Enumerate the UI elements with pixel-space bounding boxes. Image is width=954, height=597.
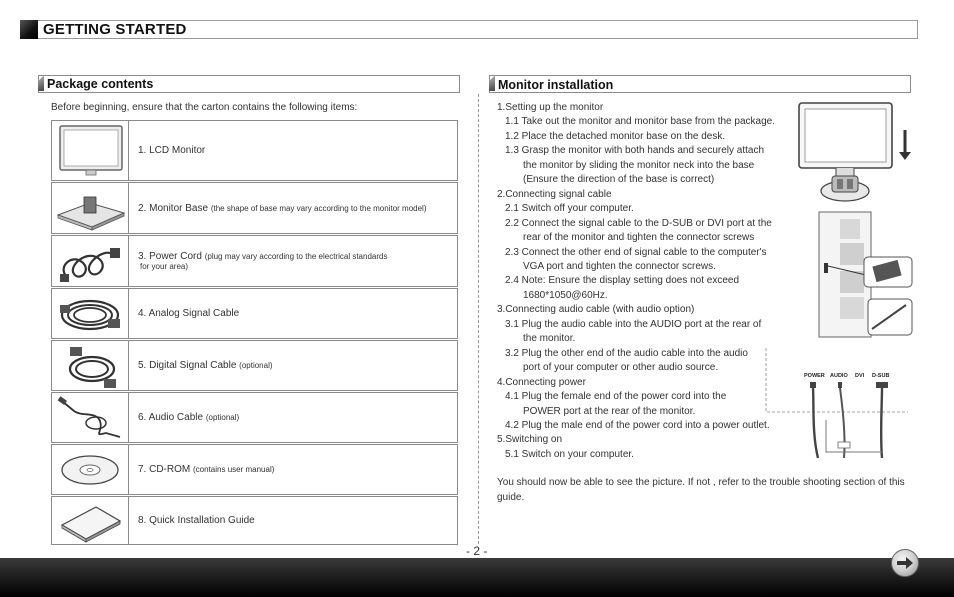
package-item xyxy=(51,496,458,545)
item-note-continued: for your area) xyxy=(140,262,189,271)
page-title: GETTING STARTED xyxy=(43,21,187,38)
package-item xyxy=(51,444,458,495)
item-note: (optional) xyxy=(239,361,273,370)
port-label-power: POWER xyxy=(804,373,825,379)
step-line: 1.1 Take out the monitor and monitor base from the package. xyxy=(505,116,775,128)
item-label: 5. Digital Signal Cable xyxy=(138,360,237,371)
step-heading: 5.Switching on xyxy=(497,434,563,446)
port-label-audio: AUDIO xyxy=(830,373,848,379)
item-label: 3. Power Cord xyxy=(138,251,202,262)
package-item xyxy=(51,235,458,287)
step-line: VGA port and tighten the connector screws. xyxy=(523,260,716,272)
port-label-dsub: D-SUB xyxy=(872,373,890,379)
page-number: - 2 - xyxy=(466,544,488,558)
item-label: 7. CD-ROM xyxy=(138,464,191,475)
monitor-attach-illustration xyxy=(796,100,918,206)
cd-rom-icon xyxy=(51,444,129,495)
step-line: 1.2 Place the detached monitor base on the desk. xyxy=(505,130,726,142)
monitor-base-icon xyxy=(51,182,129,234)
power-cord-icon xyxy=(51,235,129,287)
audio-cable-icon xyxy=(51,392,129,443)
step-line: 1.3 Grasp the monitor with both hands and securely attach xyxy=(505,145,765,157)
step-line: 2.3 Connect the other end of signal cable to the computer's xyxy=(505,246,767,258)
item-note: (plug may vary according to the electrical standards xyxy=(204,252,388,261)
step-line: 4.2 Plug the male end of the power cord into a power outlet. xyxy=(505,419,770,431)
item-label: 6. Audio Cable xyxy=(138,412,204,423)
package-item xyxy=(51,392,458,443)
header-square-icon xyxy=(20,20,38,39)
lcd-monitor-icon xyxy=(51,120,129,181)
package-item xyxy=(51,120,458,181)
item-label: 1. LCD Monitor xyxy=(138,145,206,156)
package-item xyxy=(51,288,458,339)
item-label: 2. Monitor Base xyxy=(138,202,209,214)
footer-bar xyxy=(0,558,954,597)
arrow-right-icon xyxy=(896,557,914,569)
step-line: 3.2 Plug the other end of the audio cable into the audio xyxy=(505,347,748,359)
item-note: (contains user manual) xyxy=(193,465,275,474)
closing-text: You should now be able to see the picture. If not , refer to the trouble shooting section of this guide. xyxy=(497,477,905,503)
item-note: (the shape of base may vary according to the monitor model) xyxy=(210,203,427,213)
analog-cable-icon xyxy=(51,288,129,339)
step-heading: 1.Setting up the monitor xyxy=(497,102,604,113)
ports-connection-illustration xyxy=(762,344,912,462)
port-label-dvi: DVI xyxy=(855,373,865,379)
step-line: 4.1 Plug the female end of the power cord into the xyxy=(505,391,727,403)
step-line: 5.1 Switch on your computer. xyxy=(505,448,634,460)
item-label: 4. Analog Signal Cable xyxy=(138,308,240,319)
step-heading: 2.Connecting signal cable xyxy=(497,188,612,200)
step-line: the monitor by sliding the monitor neck into the base xyxy=(523,159,755,171)
step-heading: 3.Connecting audio cable (with audio option) xyxy=(497,304,695,316)
digital-cable-icon xyxy=(51,340,129,391)
step-line: port of your computer or other audio source. xyxy=(523,362,719,374)
step-line: (Ensure the direction of the base is correct) xyxy=(523,174,715,186)
package-intro-text: Before beginning, ensure that the carton contains the following items: xyxy=(51,102,358,113)
step-line: 3.1 Plug the audio cable into the AUDIO port at the rear of xyxy=(505,318,762,330)
step-line: 2.4 Note: Ensure the display setting does not exceed xyxy=(505,275,740,287)
package-contents-title: Package contents xyxy=(47,77,154,91)
step-line: rear of the monitor and tighten the connector screws xyxy=(523,232,755,244)
next-page-button[interactable] xyxy=(891,549,919,577)
item-label: 8. Quick Installation Guide xyxy=(138,515,255,526)
column-divider xyxy=(478,94,479,544)
package-item xyxy=(51,182,458,234)
item-note: (optional) xyxy=(205,413,240,422)
step-line: 1680*1050@60Hz. xyxy=(523,289,608,301)
guide-booklet-icon xyxy=(51,496,129,545)
step-heading: 4.Connecting power xyxy=(497,376,586,388)
installation-steps xyxy=(497,101,797,462)
step-line: 2.2 Connect the signal cable to the D-SUB or DVI port at the xyxy=(505,217,772,229)
package-item xyxy=(51,340,458,391)
monitor-installation-title: Monitor installation xyxy=(498,78,614,92)
step-line: 2.1 Switch off your computer. xyxy=(505,203,634,215)
step-line: POWER port at the rear of the monitor. xyxy=(523,405,696,417)
signal-cable-illustration xyxy=(818,211,916,339)
step-line: the monitor. xyxy=(523,333,576,345)
